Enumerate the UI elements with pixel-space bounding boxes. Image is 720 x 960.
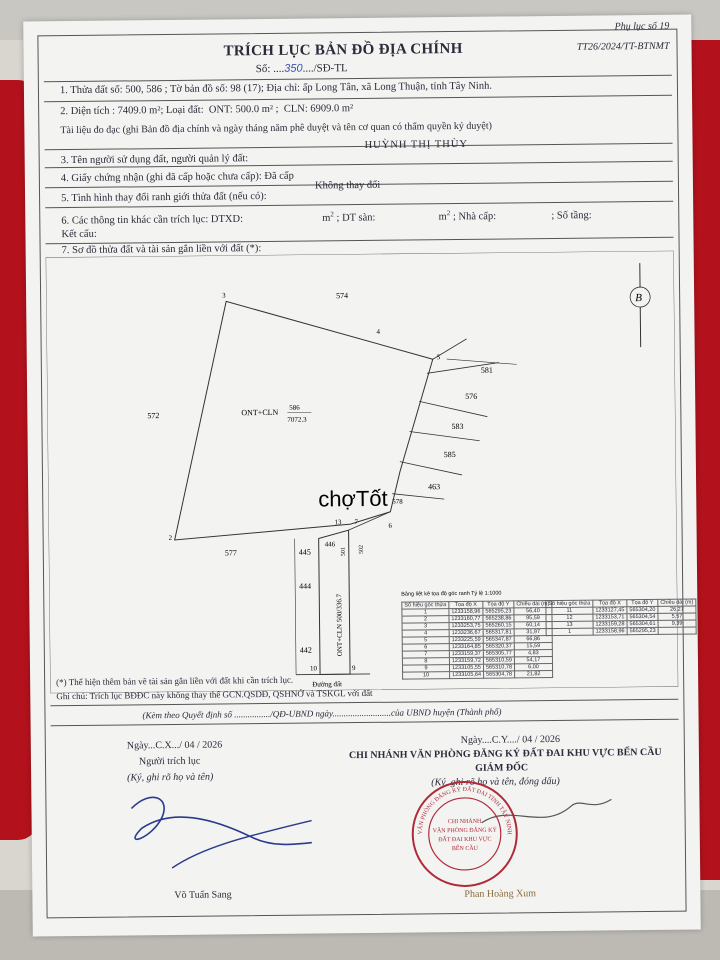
table-cell: 565238,86	[483, 615, 514, 622]
owner-name: HUỲNH THỊ THÙY	[364, 138, 469, 151]
decision-line: (Kèm theo Quyết định số ................/QĐ-UBND ngày..........................của UBND huyện (Thành phố)	[142, 706, 502, 721]
ont-value: ONT: 500.0	[208, 104, 260, 116]
signature-stroke	[131, 796, 311, 846]
neighbor-463: 463	[428, 482, 441, 492]
table-cell: 5,57	[658, 613, 696, 620]
neighbor-501: 501	[340, 547, 347, 557]
table-cell: 565295,23	[483, 608, 514, 615]
structure-label: Kết cấu:	[61, 228, 97, 241]
survey-note: Tài liệu đo đạc (ghi Bản đồ địa chính và ngày tháng năm phê duyệt và tên cơ quan có thẩm quyền ký duyệt)	[60, 120, 492, 137]
table-cell: 54,17	[514, 657, 552, 664]
appendix-label: Phụ lục số 19	[614, 20, 670, 33]
seal-line-4: BẾN CẦU	[451, 845, 479, 853]
right-signer-name: Phan Hoàng Xum	[464, 888, 537, 900]
sup-2: 2	[330, 210, 334, 219]
vertex-label: 13	[334, 518, 342, 527]
road-line	[296, 674, 370, 675]
neighbor-583: 583	[451, 421, 464, 432]
table-cell: 12	[546, 614, 593, 621]
coords-table-left	[401, 600, 553, 680]
note-disclaimer: Ghi chú: Trích lục BĐĐC này không thay thế GCN.QSDĐ, QSHNỞ và TSKGL với đất	[56, 687, 373, 702]
table-cell: 565347,87	[483, 636, 514, 643]
table-cell: 5	[402, 637, 449, 644]
table-cell: 1233158,96	[593, 628, 627, 635]
table-cell: 10	[403, 672, 450, 679]
coords-table-right	[545, 599, 696, 637]
table-cell: 56,40	[514, 608, 552, 615]
land-type-label: ; Loại đất:	[160, 104, 204, 117]
certificate-status: Đã cấp	[264, 170, 294, 183]
table-cell: 11	[546, 607, 593, 614]
table-cell: 1233164,85	[449, 643, 483, 650]
so-label: Số:	[255, 62, 271, 76]
circular-label: TT26/2024/TT-BTNMT	[576, 40, 670, 53]
table-row	[546, 627, 696, 636]
table-cell: 1233153,71	[593, 614, 627, 621]
parcel-500-label	[335, 593, 344, 656]
header-y: Tọa độ Y	[483, 601, 514, 608]
table-row	[403, 671, 553, 680]
neighbor-576: 576	[465, 391, 478, 401]
field-1-label: 1. Thửa đất số:	[59, 84, 123, 97]
table-cell: 565304,54	[627, 613, 658, 620]
parcel-numbers: 500, 586	[125, 84, 163, 96]
seal-line-1: CHI NHÁNH	[447, 818, 482, 826]
table-cell: 1233105,55	[449, 664, 483, 671]
table-cell: 1233105,64	[449, 671, 483, 678]
document-number: Số: ....350..../SĐ-TL	[255, 62, 348, 76]
neighbor-572: 572	[147, 411, 160, 421]
address-label: ; Địa chỉ:	[260, 82, 301, 95]
header-point: Số hiệu góc thửa	[546, 600, 593, 607]
parcel-586-label: ONT+CLN	[241, 407, 279, 418]
note-assets: (*) Thể hiện thêm bản vẽ tài sản gắn liền với đất khi cần trích lục.	[56, 674, 294, 688]
left-signature	[111, 786, 332, 888]
parcel-586-number: 586	[289, 403, 300, 412]
table-cell: 565310,59	[483, 657, 514, 664]
table-cell: 8	[402, 658, 449, 665]
neighbor-585: 585	[443, 450, 456, 460]
so-value: 350	[284, 62, 303, 75]
vertex-label: 7	[354, 518, 359, 527]
field-6-label: 6. Các thông tin khác cần trích lục: DTXD:	[61, 213, 244, 227]
area-value: 7409.0	[117, 105, 147, 117]
so-suffix: /SĐ-TL	[313, 62, 348, 75]
parcel-500-value: 500/336.7	[335, 593, 344, 623]
vertex-label: 6	[388, 521, 393, 530]
field-7-label: 7. Sơ đồ thửa đất và tài sản gắn liền với đất (*):	[61, 243, 262, 257]
compass-letter: B	[635, 292, 642, 305]
left-date: Ngày...C.X.../ 04 / 2026	[126, 739, 223, 752]
left-signer-name: Võ Tuấn Sang	[174, 889, 232, 901]
table-cell: 2	[402, 616, 449, 623]
table-cell: 565320,37	[483, 643, 514, 650]
table-cell: 3	[402, 623, 449, 630]
table-cell: 565317,81	[483, 629, 514, 636]
table-cell: 1233236,67	[449, 629, 483, 636]
cln-value: CLN: 6909.0	[283, 103, 340, 115]
table-cell: 9	[402, 665, 449, 672]
table-cell: 1233159,28	[593, 621, 627, 628]
document-title: TRÍCH LỤC BẢN ĐỒ ĐỊA CHÍNH	[223, 40, 463, 60]
table-cell: 565310,78	[483, 664, 514, 671]
vertex-label: 9	[351, 664, 356, 673]
right-sign-note: (Ký, ghi rõ họ và tên, đóng dấu)	[431, 775, 560, 789]
table-cell: 13	[546, 621, 593, 628]
table-cell: 565260,15	[483, 622, 514, 629]
boundary-change: Không thay đổi	[314, 179, 381, 192]
watermark: chợTốt	[318, 485, 388, 512]
table-cell: 6,00	[514, 664, 552, 671]
table-cell: 7	[402, 651, 449, 658]
table-cell: 95,59	[514, 615, 552, 622]
neighbor-574: 574	[336, 291, 349, 301]
table-cell: 1233127,45	[593, 607, 627, 614]
right-date: Ngày....C.Y..../ 04 / 2026	[460, 733, 561, 746]
table-cell: 1233225,59	[449, 636, 483, 643]
table-cell: 565304,61	[627, 620, 658, 627]
house-grade-label: ; Nhà cấp:	[452, 211, 497, 223]
table-cell: 1233253,75	[449, 622, 483, 629]
parcel-500-type: ONT+CLN	[335, 623, 344, 657]
seal-line-3: ĐẤT ĐAI KHU VỰC	[438, 836, 492, 844]
neighbor-line	[295, 539, 296, 675]
m2-unit: m	[438, 211, 447, 223]
table-cell: 9,39	[658, 620, 696, 627]
field-2: 2. Diện tích : 7409.0 m²; Loại đất: ONT: 500.0 m² ; CLN: 6909.0 m²	[60, 103, 354, 118]
table-cell: 1233159,37	[449, 650, 483, 657]
header-x: Tọa độ X	[593, 600, 627, 607]
neighbor-502: 502	[358, 544, 365, 555]
table-cell: 1233160,77	[449, 615, 483, 622]
floor-area-label: ; DT sàn:	[336, 212, 376, 224]
right-org: CHI NHÁNH VĂN PHÒNG ĐĂNG KÝ ĐẤT ĐAI KHU VỰC BẾN CẦU	[348, 746, 662, 762]
table-cell: 66,86	[514, 636, 552, 643]
parcel-586-area: 7072.3	[287, 415, 307, 424]
table-cell: 31,97	[514, 629, 552, 636]
table-cell: 1233159,72	[449, 657, 483, 664]
neighbor-line	[410, 431, 480, 442]
header-length: Chiều dài (m)	[658, 599, 696, 606]
neighbor-line	[419, 401, 487, 418]
vertex-label: 4	[376, 327, 381, 336]
table-cell	[658, 627, 696, 634]
vertex-label: 10	[309, 664, 318, 673]
sheet-value: 98 (17)	[230, 83, 262, 95]
area-unit: m²	[149, 105, 161, 117]
header-length: Chiều dài (m)	[514, 601, 552, 608]
table-cell: 565304,78	[484, 671, 515, 678]
neighbor-578: 578	[392, 497, 403, 506]
neighbor-444: 444	[299, 581, 312, 591]
left-title: Người trích lục	[138, 755, 201, 768]
vertex-label: 3	[222, 291, 226, 300]
vertex-label: 2	[168, 533, 173, 543]
table-cell: 4	[402, 630, 449, 637]
table-cell: 15,59	[514, 643, 552, 650]
table-cell: 26,27	[658, 606, 696, 613]
m2-unit: m	[322, 212, 331, 224]
left-sign-note: (Ký, ghi rõ họ và tên)	[127, 771, 214, 784]
table-cell: 565295,23	[627, 627, 658, 634]
neighbor-line	[400, 461, 462, 476]
address-value: ấp Long Tân, xã Long Thuận, tỉnh Tây Ninh.	[302, 80, 492, 94]
road-label: Đường đất	[312, 680, 343, 689]
table-cell: 4,83	[514, 650, 552, 657]
sup-2: 2	[446, 209, 451, 218]
header-point: Số hiệu góc thửa	[402, 602, 449, 609]
neighbor-581: 581	[480, 365, 493, 375]
table-cell: 1	[546, 628, 593, 635]
seal-line-2: VĂN PHÒNG ĐĂNG KÝ	[432, 827, 497, 835]
field-4-label: 4. Giấy chứng nhận (ghi đã cấp hoặc chưa cấp):	[60, 171, 262, 185]
official-seal	[409, 778, 520, 889]
neighbor-446: 446	[324, 540, 336, 549]
neighbor-442: 442	[299, 645, 312, 655]
vertex-label: 5	[436, 353, 441, 362]
table-cell: 21,82	[515, 671, 553, 678]
table-cell: 1	[402, 609, 449, 616]
table-cell: 1233158,96	[449, 608, 483, 615]
field-3-label: 3. Tên người sử dụng đất, người quản lý đất:	[60, 153, 249, 167]
field-5-label: 5. Tình hình thay đổi ranh giới thửa đất (nếu có):	[61, 190, 267, 205]
header-x: Tọa độ X	[449, 601, 483, 608]
sheet-label: ; Tờ bản đồ số:	[164, 83, 228, 96]
table-caption: Bảng liệt kê tọa độ góc ranh Tỷ lệ 1:1000	[401, 590, 502, 598]
neighbor-445: 445	[298, 547, 311, 557]
table-cell: 6	[402, 644, 449, 651]
right-title: GIÁM ĐỐC	[475, 762, 529, 774]
area-label: 2. Diện tích :	[60, 105, 116, 118]
floors-label: ; Số tầng:	[551, 210, 592, 222]
table-cell: 60,14	[514, 622, 552, 629]
neighbor-line	[447, 358, 517, 365]
header-y: Tọa độ Y	[627, 599, 658, 606]
document-paper	[23, 15, 701, 937]
seal-outer-textpath: VĂN PHÒNG ĐĂNG KÝ ĐẤT ĐAI TỈNH TÂY NINH	[417, 786, 512, 835]
table-cell: 565305,77	[483, 650, 514, 657]
table-cell: 565304,20	[627, 606, 658, 613]
neighbor-577: 577	[224, 548, 237, 558]
